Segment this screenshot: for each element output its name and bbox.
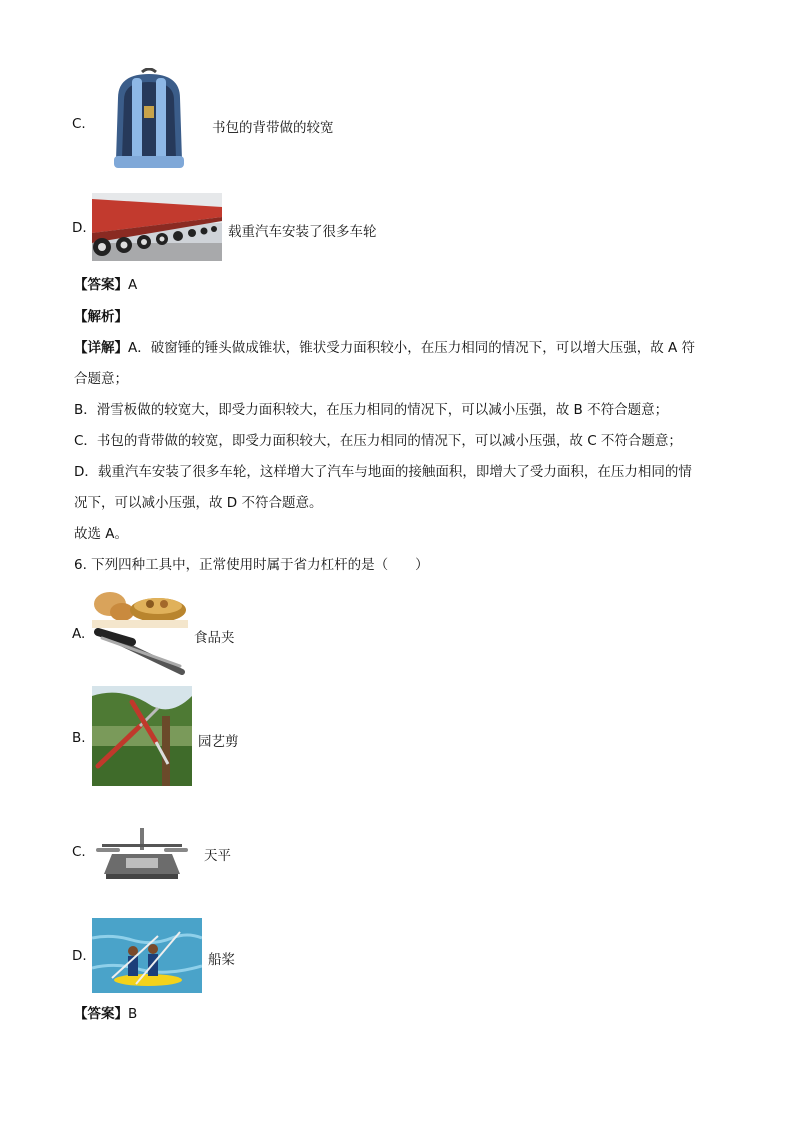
analysis-tag: 【解析】 (74, 309, 128, 325)
answer-tag: 【答案】 (74, 277, 128, 293)
analysis-line-1 (74, 338, 724, 358)
q6-option-letter-b: B. (72, 730, 86, 746)
q6-option-a-caption: 食品夹 (194, 630, 235, 646)
q6-answer-value: B (128, 1006, 138, 1022)
analysis-line-4: C．书包的背带做的较宽，即受力面积较大，在压力相同的情况下，可以减小压强，故 C 不符合题意； (74, 433, 682, 449)
backpack-image (104, 68, 194, 172)
option-c-caption: 书包的背带做的较宽 (212, 120, 334, 136)
q6-option-c-caption: 天平 (204, 848, 231, 864)
q6-option-b-caption: 园艺剪 (198, 734, 239, 750)
q5-answer (74, 275, 724, 295)
kayak-paddle-image (92, 918, 202, 993)
q6-question: 6. 下列四种工具中，正常使用时属于省力杠杆的是（ ） (74, 557, 429, 573)
option-letter-d: D. (72, 220, 87, 236)
option-d-caption: 载重汽车安装了很多车轮 (228, 224, 377, 240)
detail-tag: 【详解】 (74, 340, 128, 356)
q6-answer-tag: 【答案】 (74, 1006, 128, 1022)
heavy-truck-image (92, 193, 222, 261)
q6-option-letter-c: C. (72, 844, 86, 860)
analysis-line-6: 况下，可以减小压强，故 D 不符合题意。 (74, 495, 323, 511)
analysis-line-5: D．载重汽车安装了很多车轮，这样增大了汽车与地面的接触面积，即增大了受力面积，在压力相同的情 (74, 464, 692, 480)
analysis-line-7: 故选 A。 (74, 526, 129, 542)
q6-answer (74, 1004, 724, 1024)
balance-scale-image (96, 826, 188, 882)
analysis-line-3: B．滑雪板做的较宽大，即受力面积较大，在压力相同的情况下，可以减小压强，故 B 不符合题意； (74, 402, 669, 418)
food-tongs-image (92, 590, 188, 680)
analysis-text: A．破窗锤的锤头做成锥状，锥状受力面积较小，在压力相同的情况下，可以增大压强，故 A 符 (128, 340, 696, 356)
analysis-line-2: 合题意； (74, 371, 128, 387)
q6-option-letter-a: A. (72, 626, 86, 642)
q6-option-letter-d: D. (72, 948, 87, 964)
option-letter-c: C. (72, 116, 86, 132)
q6-option-d-caption: 船桨 (208, 952, 235, 968)
garden-shears-image (92, 686, 192, 786)
answer-value: A (128, 277, 138, 293)
